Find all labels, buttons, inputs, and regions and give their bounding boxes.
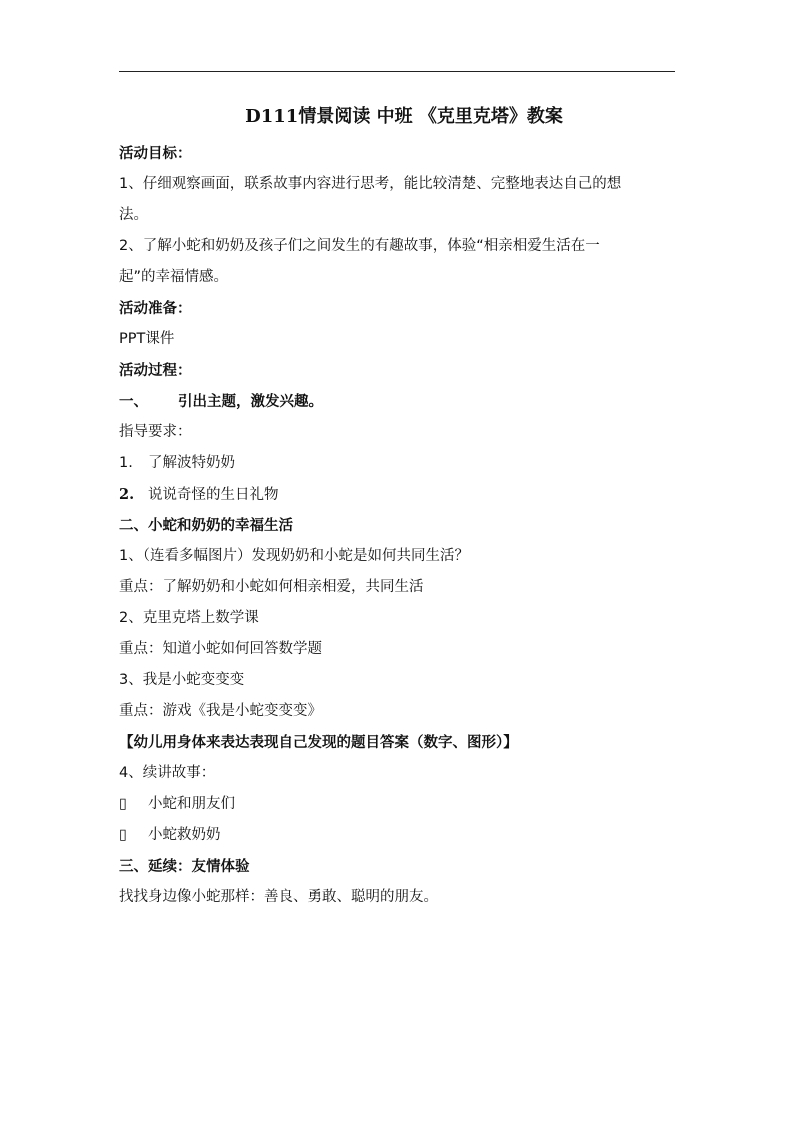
guide-label: 指导要求： xyxy=(119,424,192,440)
guide-item-2-number: 2. xyxy=(119,486,135,503)
section-2-step-1: 1、（连看多幅图片）发现奶奶和小蛇是如何共同生活？ xyxy=(119,548,469,564)
header-rule xyxy=(119,71,675,72)
section-2-step-4: 4、续讲故事： xyxy=(119,765,216,781)
document-body xyxy=(119,96,679,913)
section-1-heading xyxy=(119,386,679,417)
prep-heading: 活动准备： xyxy=(119,300,192,317)
section-2-key-1: 重点：了解奶奶和小蛇如何相亲相爱，共同生活 xyxy=(119,579,424,595)
section-2-note: 【幼儿用身体来表达表现自己发现的题目答案（数字、图形）】 xyxy=(119,734,518,751)
section-1-title: 引出主题，激发兴趣。 xyxy=(178,393,323,410)
bullet-icon: ▯ xyxy=(119,827,127,843)
section-2-step-3: 3、我是小蛇变变变 xyxy=(119,672,245,688)
process-heading: 活动过程： xyxy=(119,362,192,379)
document-title: D111情景阅读 中班 《克里克塔》教案 xyxy=(245,106,563,127)
goal-1-line-1: 1、仔细观察画面，联系故事内容进行思考，能比较清楚、完整地表达自己的想 xyxy=(119,176,622,192)
section-1-number: 一、 xyxy=(119,393,148,410)
section-2-heading: 二、小蛇和奶奶的幸福生活 xyxy=(119,517,293,534)
section-2-key-3: 重点：游戏《我是小蛇变变变》 xyxy=(119,703,322,719)
prep-item: PPT课件 xyxy=(119,331,175,347)
section-2-bullet-1-text: 小蛇和朋友们 xyxy=(148,796,235,812)
section-2-key-2: 重点：知道小蛇如何回答数学题 xyxy=(119,641,322,657)
guide-item-2 xyxy=(119,479,679,510)
section-2-bullet-2-text: 小蛇救奶奶 xyxy=(148,827,221,843)
section-3-heading: 三、延续：友情体验 xyxy=(119,858,250,875)
guide-item-1 xyxy=(119,448,679,479)
goal-2-line-1: 2、了解小蛇和奶奶及孩子们之间发生的有趣故事，体验“相亲相爱生活在一 xyxy=(119,238,600,254)
guide-item-2-text: 说说奇怪的生日礼物 xyxy=(148,487,279,503)
goals-heading: 活动目标： xyxy=(119,145,192,162)
section-2-step-2: 2、克里克塔上数学课 xyxy=(119,610,259,626)
goal-1-line-2: 法。 xyxy=(119,207,148,223)
guide-item-1-text: 了解波特奶奶 xyxy=(148,455,235,471)
section-2-bullet-2 xyxy=(119,820,679,851)
bullet-icon: ▯ xyxy=(119,796,127,812)
goal-2-line-2: 起”的幸福情感。 xyxy=(119,269,229,285)
section-2-bullet-1 xyxy=(119,789,679,820)
guide-item-1-number: 1. xyxy=(119,455,133,471)
section-3-text: 找找身边像小蛇那样：善良、勇敢、聪明的朋友。 xyxy=(119,889,438,905)
